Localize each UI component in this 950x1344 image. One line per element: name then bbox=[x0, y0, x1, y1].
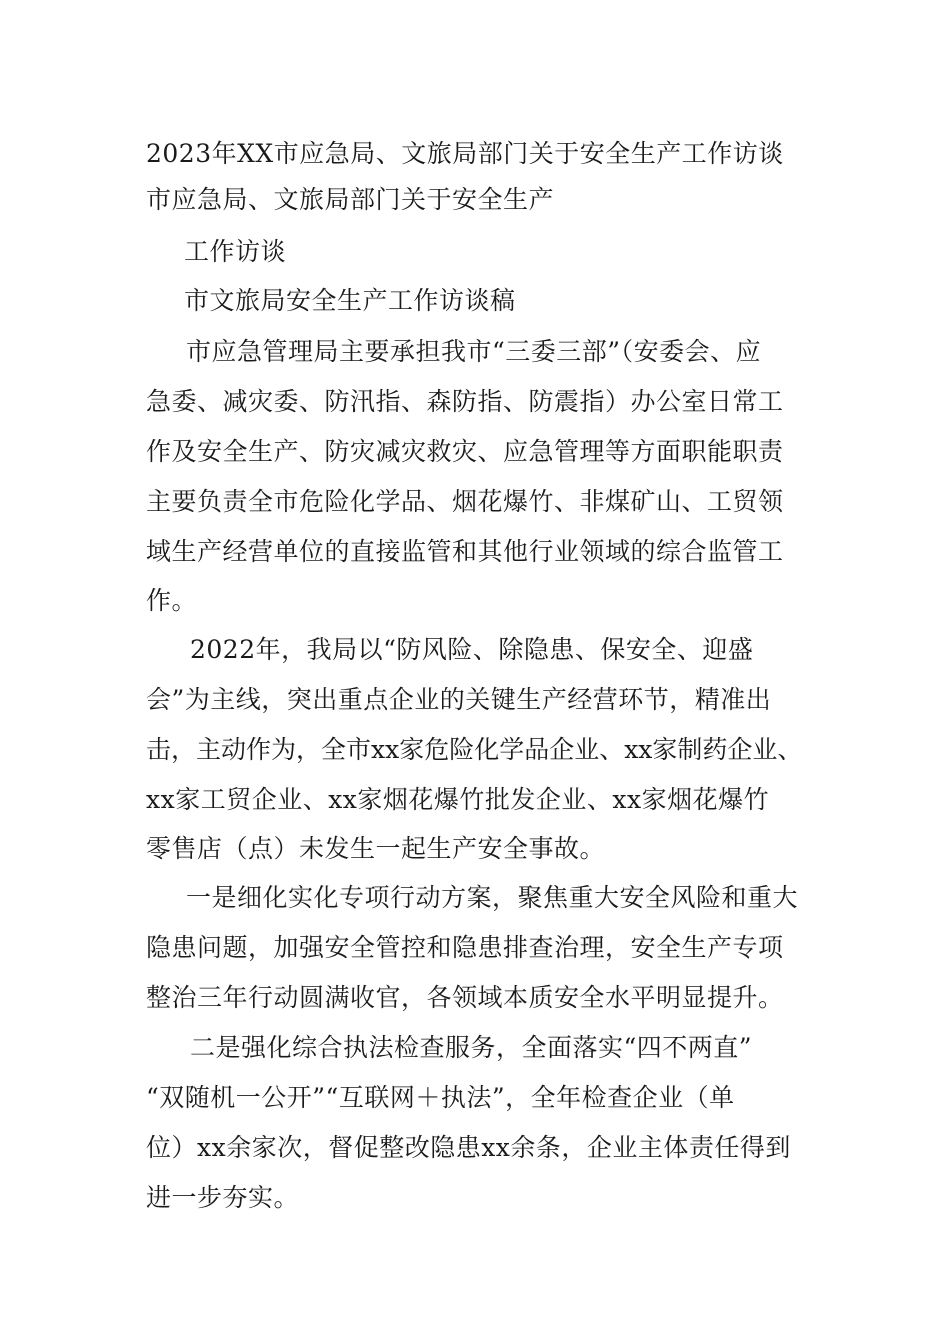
paragraph-4-line-1: 二是强化综合执法检查服务，全面落实“四不两直” bbox=[190, 1033, 753, 1062]
document-title: 2023年XX市应急局、文旅局部门关于安全生产工作访谈 bbox=[146, 139, 784, 168]
paragraph-3-line-1: 一是细化实化专项行动方案，聚焦重大安全风险和重大 bbox=[186, 883, 799, 912]
paragraph-4-line-3: 位）xx余家次，督促整改隐患xx余条，企业主体责任得到 bbox=[146, 1133, 791, 1162]
paragraph-2-line-2: 会”为主线，突出重点企业的关键生产经营环节，精准出 bbox=[146, 685, 772, 714]
paragraph-1-line-2: 急委、减灾委、防汛指、森防指、防震指）办公室日常工 bbox=[146, 387, 784, 416]
paragraph-2-line-4: xx家工贸企业、xx家烟花爆竹批发企业、xx家烟花爆竹 bbox=[146, 785, 770, 814]
paragraph-2-line-3: 击，主动作为，全市xx家危险化学品企业、xx家制药企业、 bbox=[146, 735, 803, 764]
paragraph-4-line-4: 进一步夯实。 bbox=[146, 1183, 300, 1212]
document-subtitle: 市应急局、文旅局部门关于安全生产 bbox=[146, 185, 555, 214]
paragraph-3-line-2: 隐患问题，加强安全管控和隐患排查治理，安全生产专项 bbox=[146, 933, 784, 962]
paragraph-2-line-5: 零售店（点）未发生一起生产安全事故。 bbox=[146, 834, 606, 863]
document-subtitle-continued: 工作访谈 bbox=[184, 237, 287, 266]
paragraph-1-line-4: 主要负责全市危险化学品、烟花爆竹、非煤矿山、工贸领 bbox=[146, 487, 784, 516]
paragraph-1-line-3: 作及安全生产、防灾减灾救灾、应急管理等方面职能职责 bbox=[146, 437, 784, 466]
paragraph-1-line-5: 域生产经营单位的直接监管和其他行业领域的综合监管工 bbox=[146, 537, 784, 566]
paragraph-1-line-6: 作。 bbox=[146, 586, 198, 615]
section-heading: 市文旅局安全生产工作访谈稿 bbox=[184, 286, 516, 315]
paragraph-3-line-3: 整治三年行动圆满收官，各领域本质安全水平明显提升。 bbox=[146, 983, 784, 1012]
paragraph-2-line-1: 2022年，我局以“防风险、除隐患、保安全、迎盛 bbox=[190, 635, 754, 664]
paragraph-1-line-1: 市应急管理局主要承担我市“三委三部”（安委会、应 bbox=[186, 337, 762, 366]
paragraph-4-line-2: “双随机一公开”“互联网＋执法”，全年检查企业（单 bbox=[146, 1083, 735, 1112]
